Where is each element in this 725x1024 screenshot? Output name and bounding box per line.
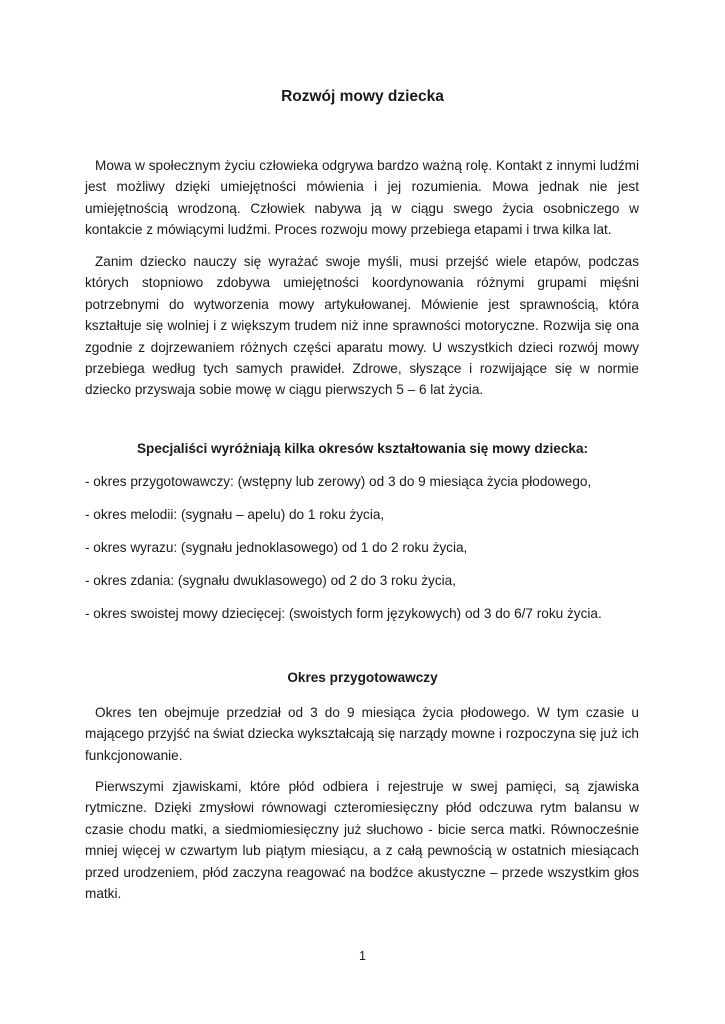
period-list-item: - okres przygotowawczy: (wstępny lub zerowy) od 3 do 9 miesiąca życia płodowego,: [85, 474, 592, 489]
intro-paragraph: Mowa w społecznym życiu człowieka odgrywa bardzo ważną rolę. Kontakt z innymi ludźmi jest możliwy dzięki umiejętności mówienia i jej rozumienia. Mowa jednak nie jest umiejętnością wrodzoną. Człowiek nabywa ją w ciągu swego życia osobniczego w kontakcie z mówiącymi ludźmi. Proces rozwoju mowy przebiega etapami i trwa kilka lat.: [85, 158, 639, 238]
period-list-item: - okres zdania: (sygnału dwuklasowego) od 2 do 3 roku życia,: [85, 573, 457, 588]
period-list-item: - okres swoistej mowy dziecięcej: (swoistych form językowych) od 3 do 6/7 roku życia.: [85, 606, 602, 621]
development-paragraph: Zanim dziecko nauczy się wyrażać swoje myśli, musi przejść wiele etapów, podczas których stopniowo zdobywa umiejętności koordynowania różnymi grupami mięśni potrzebnymi do wytworzenia mowy artykułowanej. Mówienie jest sprawnością, która kształtuje się wolniej i z większym trudem niż inne sprawności motoryczne. Rozwija się ona zgodnie z dojrzewaniem różnych części aparatu mowy. U wszystkich dzieci rozwój mowy przebiega według tych samych prawideł. Zdrowe, słyszące i rozwijające się w normie dziecko przyswaja sobie mowę w ciągu pierwszych 5 – 6 lat życia.: [85, 254, 639, 398]
section-heading: Okres przygotowawczy: [287, 670, 438, 685]
periods-heading: Specjaliści wyróżniają kilka okresów kształtowania się mowy dziecka:: [136, 441, 589, 456]
page-number: 1: [359, 949, 366, 963]
document-title: Rozwój mowy dziecka: [281, 88, 444, 105]
period-list-item: - okres melodii: (sygnału – apelu) do 1 roku życia,: [85, 507, 385, 522]
section-paragraph: Okres ten obejmuje przedział od 3 do 9 miesiąca życia płodowego. W tym czasie u mającego przyjść na świat dziecka wykształcają się narządy mowne i rozpoczyna się już ich funkcjonowanie.: [85, 705, 639, 763]
section-paragraph: Pierwszymi zjawiskami, które płód odbiera i rejestruje w swej pamięci, są zjawiska rytmiczne. Dzięki zmysłowi równowagi czteromiesięczny płód odczuwa rytm balansu w czasie chodu matki, a siedmiomiesięczny już słuchowo - bicie serca matki. Równocześnie mniej więcej w czwartym lub piątym miesiącu, a z całą pewnością w ostatnich miesiącach przed urodzeniem, płód zaczyna reagować na bodźce akustyczne – przede wszystkim głos matki.: [85, 779, 639, 902]
period-list-item: - okres wyrazu: (sygnału jednoklasowego) od 1 do 2 roku życia,: [85, 540, 468, 555]
